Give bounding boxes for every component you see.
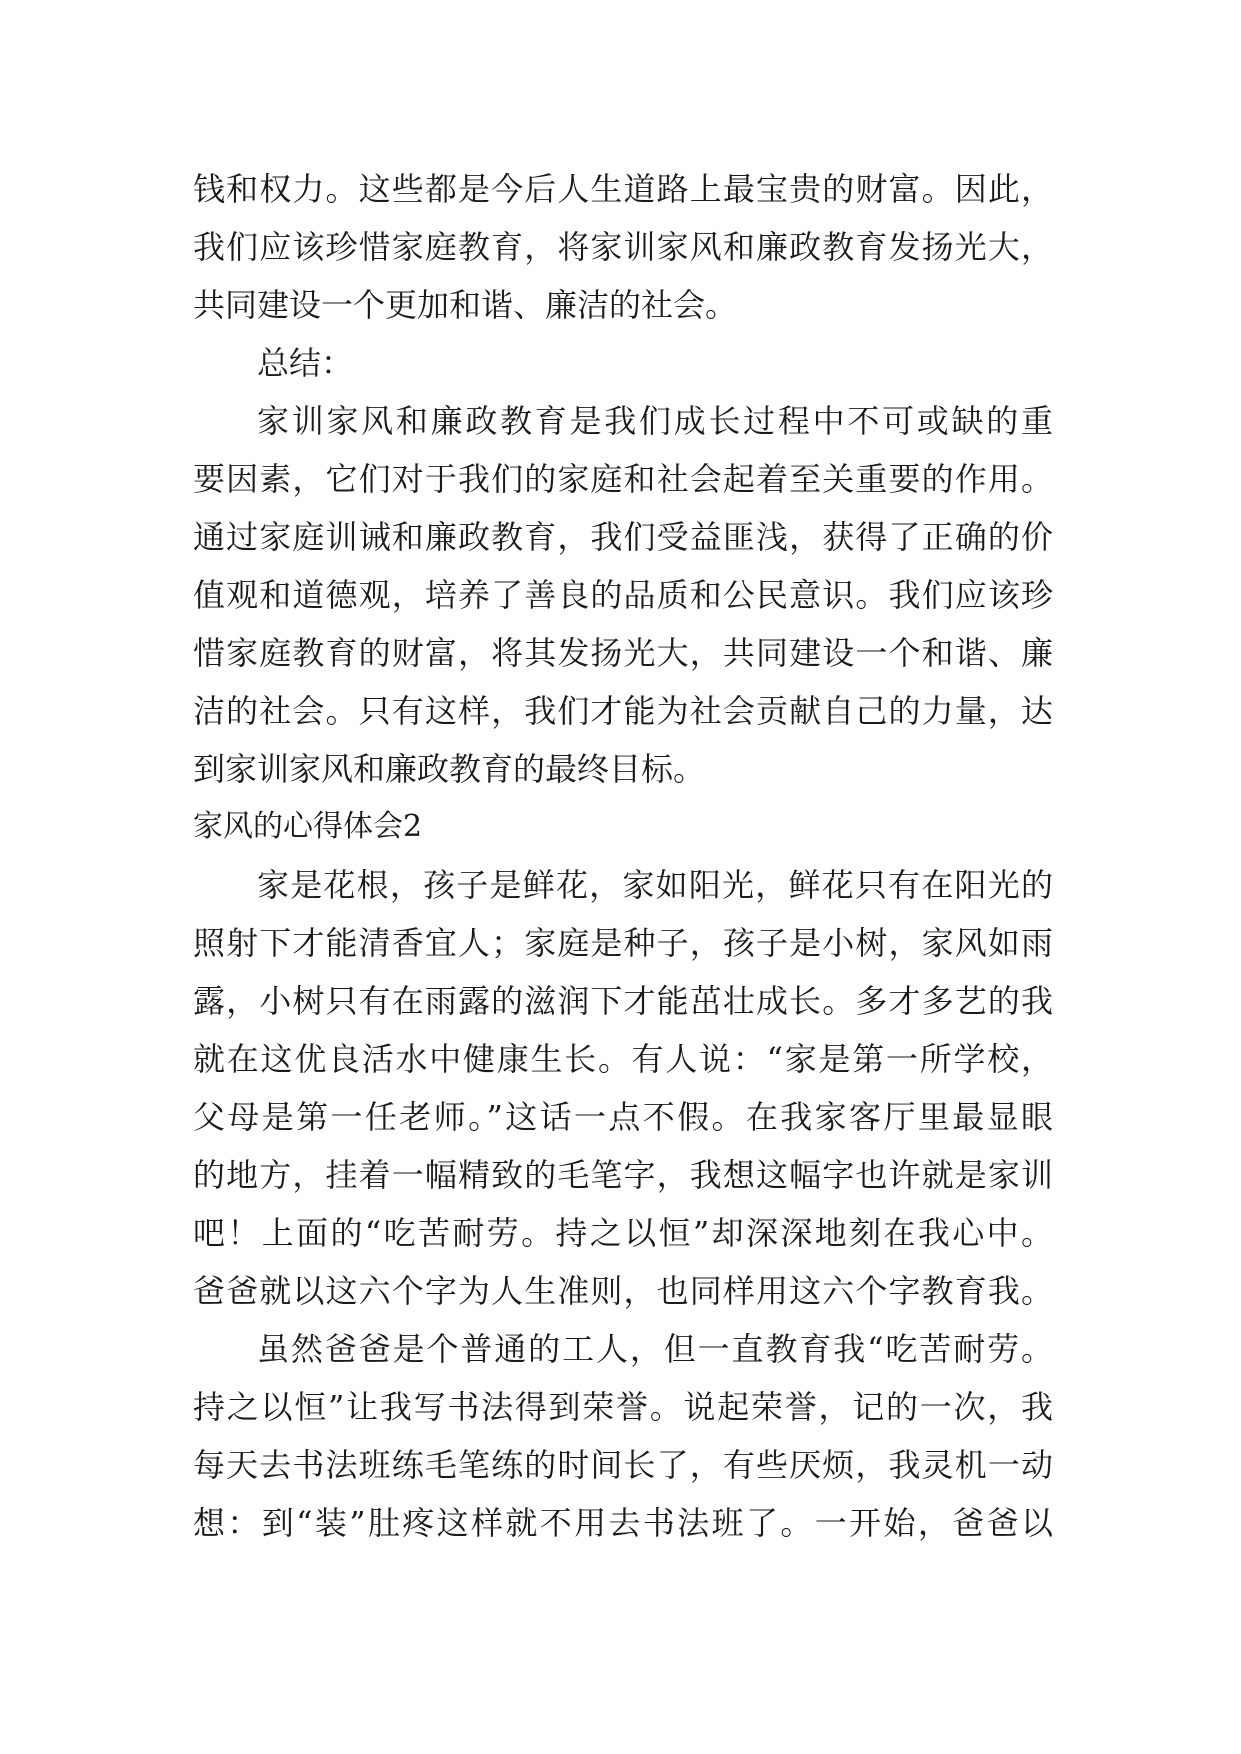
text-line: 值观和道德观，培养了善良的品质和公民意识。我们应该珍 xyxy=(193,576,1053,614)
text-line: 共同建设一个更加和谐、廉洁的社会。 xyxy=(193,286,738,324)
text-line: 家是花根，孩子是鲜花，家如阳光，鲜花只有在阳光的 xyxy=(257,866,1053,904)
text-line: 到家训家风和廉政教育的最终目标。 xyxy=(193,750,706,788)
text-line: 钱和权力。这些都是今后人生道路上最宝贵的财富。因此， xyxy=(193,170,1053,208)
summary-label: 总结： xyxy=(257,344,354,382)
text-line: 吧！上面的“吃苦耐劳。持之以恒”却深深地刻在我心中。 xyxy=(193,1214,1053,1252)
section-heading: 家风的心得体会2 xyxy=(193,809,423,844)
text-line: 洁的社会。只有这样，我们才能为社会贡献自己的力量，达 xyxy=(193,692,1053,730)
text-line: 惜家庭教育的财富，将其发扬光大，共同建设一个和谐、廉 xyxy=(193,634,1053,672)
text-line: 要因素，它们对于我们的家庭和社会起着至关重要的作用。 xyxy=(193,460,1053,498)
text-line: 父母是第一任老师。”这话一点不假。在我家客厅里最显眼 xyxy=(193,1098,1053,1136)
text-line: 通过家庭训诫和廉政教育，我们受益匪浅，获得了正确的价 xyxy=(193,518,1053,556)
text-line: 我们应该珍惜家庭教育，将家训家风和廉政教育发扬光大， xyxy=(193,228,1053,266)
text-line: 想：到“装”肚疼这样就不用去书法班了。一开始，爸爸以 xyxy=(193,1504,1053,1542)
text-line: 每天去书法班练毛笔练的时间长了，有些厌烦，我灵机一动 xyxy=(193,1446,1053,1484)
text-line: 持之以恒”让我写书法得到荣誉。说起荣誉，记的一次，我 xyxy=(193,1388,1053,1426)
text-line: 爸爸就以这六个字为人生准则，也同样用这六个字教育我。 xyxy=(193,1272,1053,1310)
text-line: 就在这优良活水中健康生长。有人说：“家是第一所学校， xyxy=(193,1040,1053,1078)
text-line: 的地方，挂着一幅精致的毛笔字，我想这幅字也许就是家训 xyxy=(193,1156,1053,1194)
text-line: 家训家风和廉政教育是我们成长过程中不可或缺的重 xyxy=(257,402,1053,440)
text-line: 照射下才能清香宜人；家庭是种子，孩子是小树，家风如雨 xyxy=(193,924,1053,962)
document-body xyxy=(193,160,1053,1552)
text-line: 虽然爸爸是个普通的工人，但一直教育我“吃苦耐劳。 xyxy=(257,1330,1053,1368)
text-line: 露，小树只有在雨露的滋润下才能茁壮成长。多才多艺的我 xyxy=(193,982,1053,1020)
